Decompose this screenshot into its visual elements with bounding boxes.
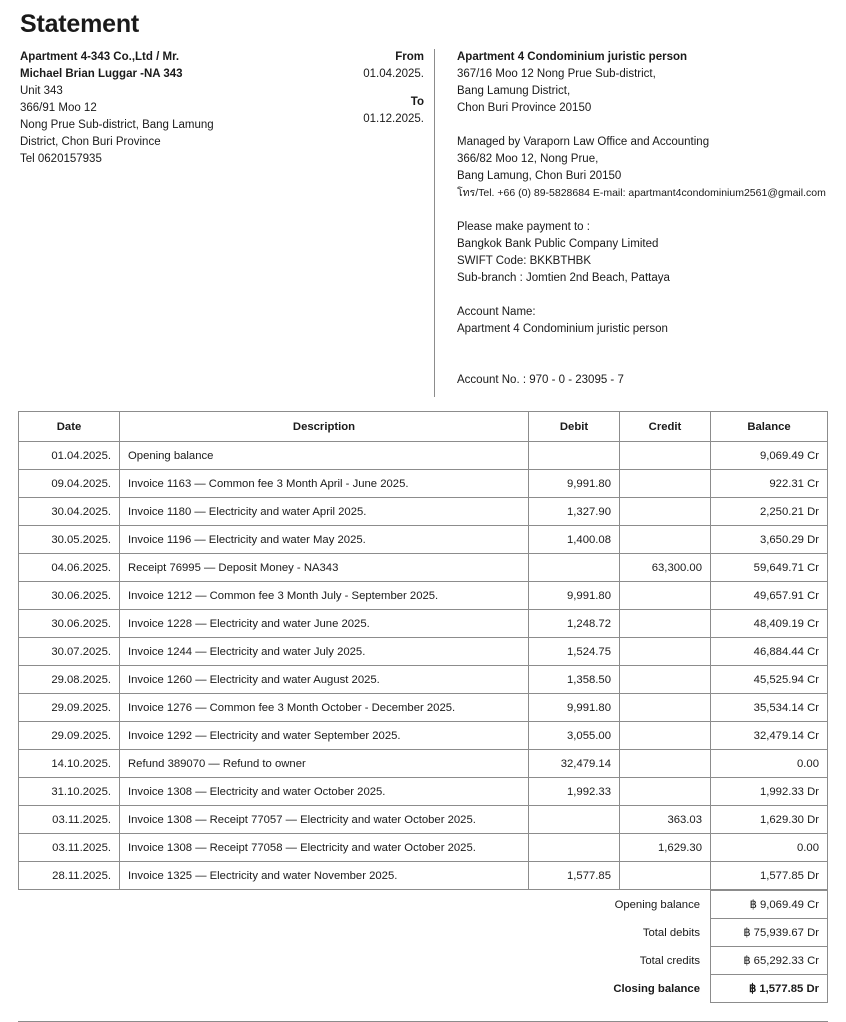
cell-date: 30.06.2025. — [19, 610, 120, 638]
cell-description: Refund 389070 — Refund to owner — [120, 750, 529, 778]
account-holder-line2: Michael Brian Luggar -NA 343 — [20, 68, 183, 80]
account-holder-line4: 366/91 Moo 12 — [20, 102, 97, 114]
cell-debit: 9,991.80 — [529, 582, 620, 610]
cell-credit — [620, 582, 711, 610]
cell-date: 29.09.2025. — [19, 722, 120, 750]
cell-credit: 363.03 — [620, 806, 711, 834]
transactions-body — [19, 442, 828, 890]
cell-credit — [620, 778, 711, 806]
cell-credit: 63,300.00 — [620, 554, 711, 582]
account-name-value: Apartment 4 Condominium juristic person — [457, 323, 668, 335]
cell-description: Invoice 1163 — Common fee 3 Month April - June 2025. — [120, 470, 529, 498]
cell-balance: 32,479.14 Cr — [711, 722, 828, 750]
issuer-managed-address-2: Bang Lamung, Chon Buri 20150 — [457, 170, 622, 182]
totals-row — [72, 975, 828, 1003]
table-row — [19, 442, 828, 470]
totals-label: Total debits — [642, 926, 700, 939]
issuer-address-line1: 367/16 Moo 12 Nong Prue Sub-district, — [457, 68, 656, 80]
page-title: Statement — [20, 10, 140, 38]
totals-section — [18, 890, 828, 1003]
cell-description: Invoice 1196 — Electricity and water May 2025. — [120, 526, 529, 554]
cell-balance: 1,992.33 Dr — [711, 778, 828, 806]
period-spacer — [252, 83, 424, 94]
cell-balance: 9,069.49 Cr — [711, 442, 828, 470]
table-row — [19, 862, 828, 890]
cell-credit — [620, 498, 711, 526]
issuer-name: Apartment 4 Condominium juristic person — [457, 51, 688, 63]
period-from-value: 01.04.2025. — [363, 68, 424, 80]
table-row — [19, 778, 828, 806]
issuer-spacer-3 — [457, 287, 828, 304]
cell-debit: 1,577.85 — [529, 862, 620, 890]
cell-credit — [620, 666, 711, 694]
cell-debit: 9,991.80 — [529, 694, 620, 722]
table-row — [19, 498, 828, 526]
account-number: Account No. : 970 - 0 - 23095 - 7 — [457, 374, 624, 386]
cell-balance: 0.00 — [711, 834, 828, 862]
cell-date: 30.04.2025. — [19, 498, 120, 526]
column-header-debit: Debit — [529, 412, 620, 442]
totals-value: ฿ 75,939.67 Dr — [711, 919, 828, 947]
cell-date: 30.06.2025. — [19, 582, 120, 610]
cell-date: 03.11.2025. — [19, 834, 120, 862]
cell-debit — [529, 806, 620, 834]
totals-value: ฿ 9,069.49 Cr — [711, 891, 828, 919]
table-row — [19, 554, 828, 582]
cell-credit — [620, 610, 711, 638]
bank-swift: SWIFT Code: BKKBTHBK — [457, 255, 591, 267]
period-from-label: From — [395, 51, 424, 63]
table-row — [19, 610, 828, 638]
cell-balance: 0.00 — [711, 750, 828, 778]
account-holder-line3: Unit 343 — [20, 85, 63, 97]
table-row — [19, 722, 828, 750]
cell-description: Receipt 76995 — Deposit Money - NA343 — [120, 554, 529, 582]
cell-balance: 922.31 Cr — [711, 470, 828, 498]
issuer-contact: โทร/Tel. +66 (0) 89-5828684 E-mail: apartmant4condominium2561@gmail.com — [457, 187, 826, 199]
cell-credit — [620, 470, 711, 498]
cell-description: Invoice 1276 — Common fee 3 Month October - December 2025. — [120, 694, 529, 722]
cell-credit — [620, 694, 711, 722]
cell-credit — [620, 526, 711, 554]
cell-debit: 1,992.33 — [529, 778, 620, 806]
account-name-label: Account Name: — [457, 306, 536, 318]
cell-description: Invoice 1228 — Electricity and water June 2025. — [120, 610, 529, 638]
cell-debit: 3,055.00 — [529, 722, 620, 750]
totals-label: Opening balance — [614, 898, 700, 911]
cell-credit: 1,629.30 — [620, 834, 711, 862]
cell-description: Invoice 1292 — Electricity and water September 2025. — [120, 722, 529, 750]
statement-header — [18, 49, 828, 397]
cell-debit: 32,479.14 — [529, 750, 620, 778]
cell-description: Opening balance — [120, 442, 529, 470]
cell-date: 09.04.2025. — [19, 470, 120, 498]
issuer-spacer-5 — [457, 355, 828, 372]
cell-balance: 45,525.94 Cr — [711, 666, 828, 694]
totals-value: ฿ 1,577.85 Dr — [711, 975, 828, 1003]
cell-date: 29.08.2025. — [19, 666, 120, 694]
cell-balance: 3,650.29 Dr — [711, 526, 828, 554]
cell-description: Invoice 1308 — Electricity and water October 2025. — [120, 778, 529, 806]
cell-description: Invoice 1308 — Receipt 77058 — Electricity and water October 2025. — [120, 834, 529, 862]
table-row — [19, 834, 828, 862]
cell-date: 30.07.2025. — [19, 638, 120, 666]
cell-credit — [620, 442, 711, 470]
issuer-block — [435, 49, 828, 389]
cell-debit: 1,248.72 — [529, 610, 620, 638]
table-row — [19, 694, 828, 722]
cell-date: 01.04.2025. — [19, 442, 120, 470]
cell-credit — [620, 862, 711, 890]
cell-description: Invoice 1325 — Electricity and water November 2025. — [120, 862, 529, 890]
issuer-spacer-4 — [457, 338, 828, 355]
table-row — [19, 470, 828, 498]
column-header-balance: Balance — [711, 412, 828, 442]
cell-description: Invoice 1260 — Electricity and water August 2025. — [120, 666, 529, 694]
issuer-spacer-1 — [457, 117, 828, 134]
cell-balance: 49,657.91 Cr — [711, 582, 828, 610]
bank-name: Bangkok Bank Public Company Limited — [457, 238, 659, 250]
cell-balance: 46,884.44 Cr — [711, 638, 828, 666]
cell-debit: 1,524.75 — [529, 638, 620, 666]
issuer-address-line3: Chon Buri Province 20150 — [457, 102, 592, 114]
column-header-description: Description — [120, 412, 529, 442]
column-header-credit: Credit — [620, 412, 711, 442]
issuer-address-line2: Bang Lamung District, — [457, 85, 571, 97]
totals-row — [72, 891, 828, 919]
cell-date: 28.11.2025. — [19, 862, 120, 890]
cell-balance: 48,409.19 Cr — [711, 610, 828, 638]
cell-description: Invoice 1212 — Common fee 3 Month July - September 2025. — [120, 582, 529, 610]
cell-date: 29.09.2025. — [19, 694, 120, 722]
table-row — [19, 806, 828, 834]
totals-row — [72, 919, 828, 947]
cell-date: 30.05.2025. — [19, 526, 120, 554]
account-holder-line1: Apartment 4-343 Co.,Ltd / Mr. — [20, 51, 180, 63]
cell-date: 31.10.2025. — [19, 778, 120, 806]
cell-credit — [620, 722, 711, 750]
cell-date: 14.10.2025. — [19, 750, 120, 778]
totals-row — [72, 947, 828, 975]
cell-balance: 2,250.21 Dr — [711, 498, 828, 526]
cell-balance: 1,577.85 Dr — [711, 862, 828, 890]
cell-debit: 1,327.90 — [529, 498, 620, 526]
cell-debit: 1,358.50 — [529, 666, 620, 694]
cell-date: 03.11.2025. — [19, 806, 120, 834]
totals-label: Closing balance — [613, 982, 700, 995]
cell-balance: 35,534.14 Cr — [711, 694, 828, 722]
cell-balance: 1,629.30 Dr — [711, 806, 828, 834]
cell-description: Invoice 1180 — Electricity and water April 2025. — [120, 498, 529, 526]
period-to-label: To — [410, 96, 424, 108]
cell-credit — [620, 638, 711, 666]
bank-sub-branch: Sub-branch : Jomtien 2nd Beach, Pattaya — [457, 272, 670, 284]
cell-balance: 59,649.71 Cr — [711, 554, 828, 582]
issuer-managed-address-1: 366/82 Moo 12, Nong Prue, — [457, 153, 599, 165]
account-holder-block — [18, 49, 252, 168]
totals-body — [72, 891, 828, 1003]
cell-date: 04.06.2025. — [19, 554, 120, 582]
table-row — [19, 750, 828, 778]
payment-heading: Please make payment to : — [457, 221, 590, 233]
cell-debit — [529, 554, 620, 582]
cell-debit — [529, 442, 620, 470]
totals-value: ฿ 65,292.33 Cr — [711, 947, 828, 975]
cell-credit — [620, 750, 711, 778]
cell-debit — [529, 834, 620, 862]
period-to-value: 01.12.2025. — [363, 113, 424, 125]
account-holder-line6: District, Chon Buri Province — [20, 136, 161, 148]
column-header-date: Date — [19, 412, 120, 442]
totals-label: Total credits — [639, 954, 700, 967]
statement-period-block — [252, 49, 434, 128]
issuer-managed-by: Managed by Varaporn Law Office and Accounting — [457, 136, 710, 148]
table-row — [19, 666, 828, 694]
issuer-spacer-2 — [457, 202, 828, 219]
cell-description: Invoice 1308 — Receipt 77057 — Electricity and water October 2025. — [120, 806, 529, 834]
account-holder-phone: Tel 0620157935 — [20, 153, 102, 165]
cell-debit: 9,991.80 — [529, 470, 620, 498]
account-holder-line5: Nong Prue Sub-district, Bang Lamung — [20, 119, 214, 131]
cell-debit: 1,400.08 — [529, 526, 620, 554]
table-header-row — [19, 412, 828, 442]
cell-description: Invoice 1244 — Electricity and water July 2025. — [120, 638, 529, 666]
transactions-table — [18, 411, 828, 890]
table-row — [19, 582, 828, 610]
table-row — [19, 638, 828, 666]
table-row — [19, 526, 828, 554]
